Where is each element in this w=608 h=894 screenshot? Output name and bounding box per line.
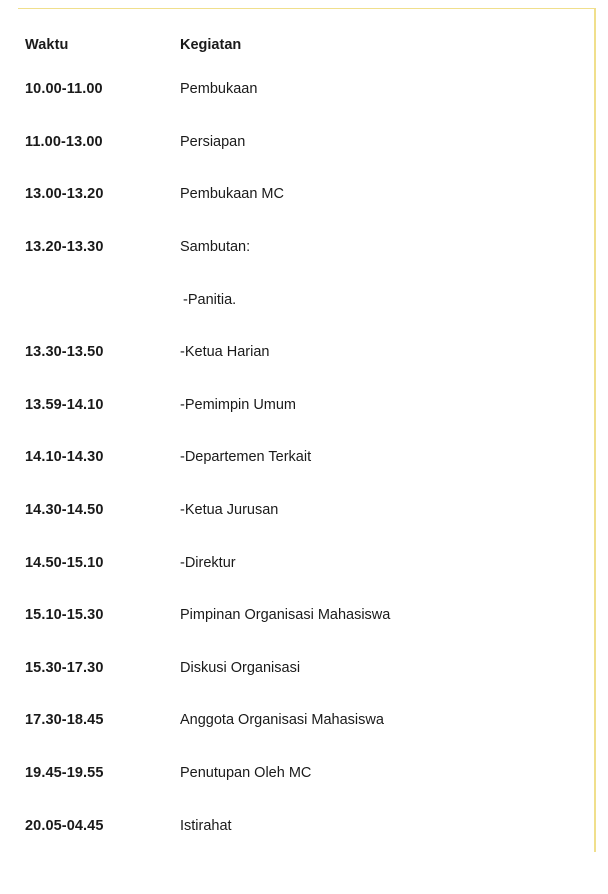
schedule-row [25,799,585,852]
row-activity: Anggota Organisasi Mahasiswa [180,712,384,729]
row-activity: Pembukaan MC [180,186,284,203]
schedule-table [25,27,585,852]
schedule-row [25,536,585,589]
row-activity: Sambutan: [180,239,251,256]
row-activity: -Direktur [180,554,236,571]
row-time: 15.10-15.30 [25,607,104,624]
schedule-row [25,642,585,695]
row-time: 17.30-18.45 [25,712,104,729]
row-time: 10.00-11.00 [25,81,103,98]
row-time: 20.05-04.45 [25,817,104,834]
schedule-row [25,326,585,379]
schedule-row [25,589,585,642]
row-activity: Persiapan [180,133,246,150]
schedule-row [25,484,585,537]
schedule-header-row [25,27,585,63]
schedule-row [25,168,585,221]
row-activity: -Departemen Terkait [180,449,312,466]
time-column-header: Waktu [25,37,69,53]
row-activity: Pembukaan [180,81,258,98]
row-activity: Pimpinan Organisasi Mahasiswa [180,607,391,624]
row-time: 11.00-13.00 [25,133,103,150]
schedule-row [25,116,585,169]
schedule-row [25,273,585,326]
row-time: 14.50-15.10 [25,554,104,571]
row-time: 19.45-19.55 [25,765,104,782]
row-activity: -Pemimpin Umum [180,396,297,413]
row-activity: Penutupan Oleh MC [180,765,312,782]
row-activity: -Panitia. [183,291,237,308]
row-time: 13.00-13.20 [25,186,104,203]
row-time: 15.30-17.30 [25,659,104,676]
schedule-row [25,694,585,747]
row-time: 13.30-13.50 [25,344,104,361]
row-activity: Istirahat [180,817,232,834]
activity-column-header: Kegiatan [180,37,242,53]
schedule-row [25,63,585,116]
row-activity: Diskusi Organisasi [180,659,301,676]
row-activity: -Ketua Jurusan [180,502,279,519]
row-time: 13.20-13.30 [25,239,104,256]
schedule-row [25,221,585,274]
schedule-row [25,431,585,484]
schedule-row [25,379,585,432]
schedule-row [25,747,585,800]
row-time: 13.59-14.10 [25,396,104,413]
row-time: 14.30-14.50 [25,502,104,519]
row-activity: -Ketua Harian [180,344,270,361]
row-time: 14.10-14.30 [25,449,104,466]
